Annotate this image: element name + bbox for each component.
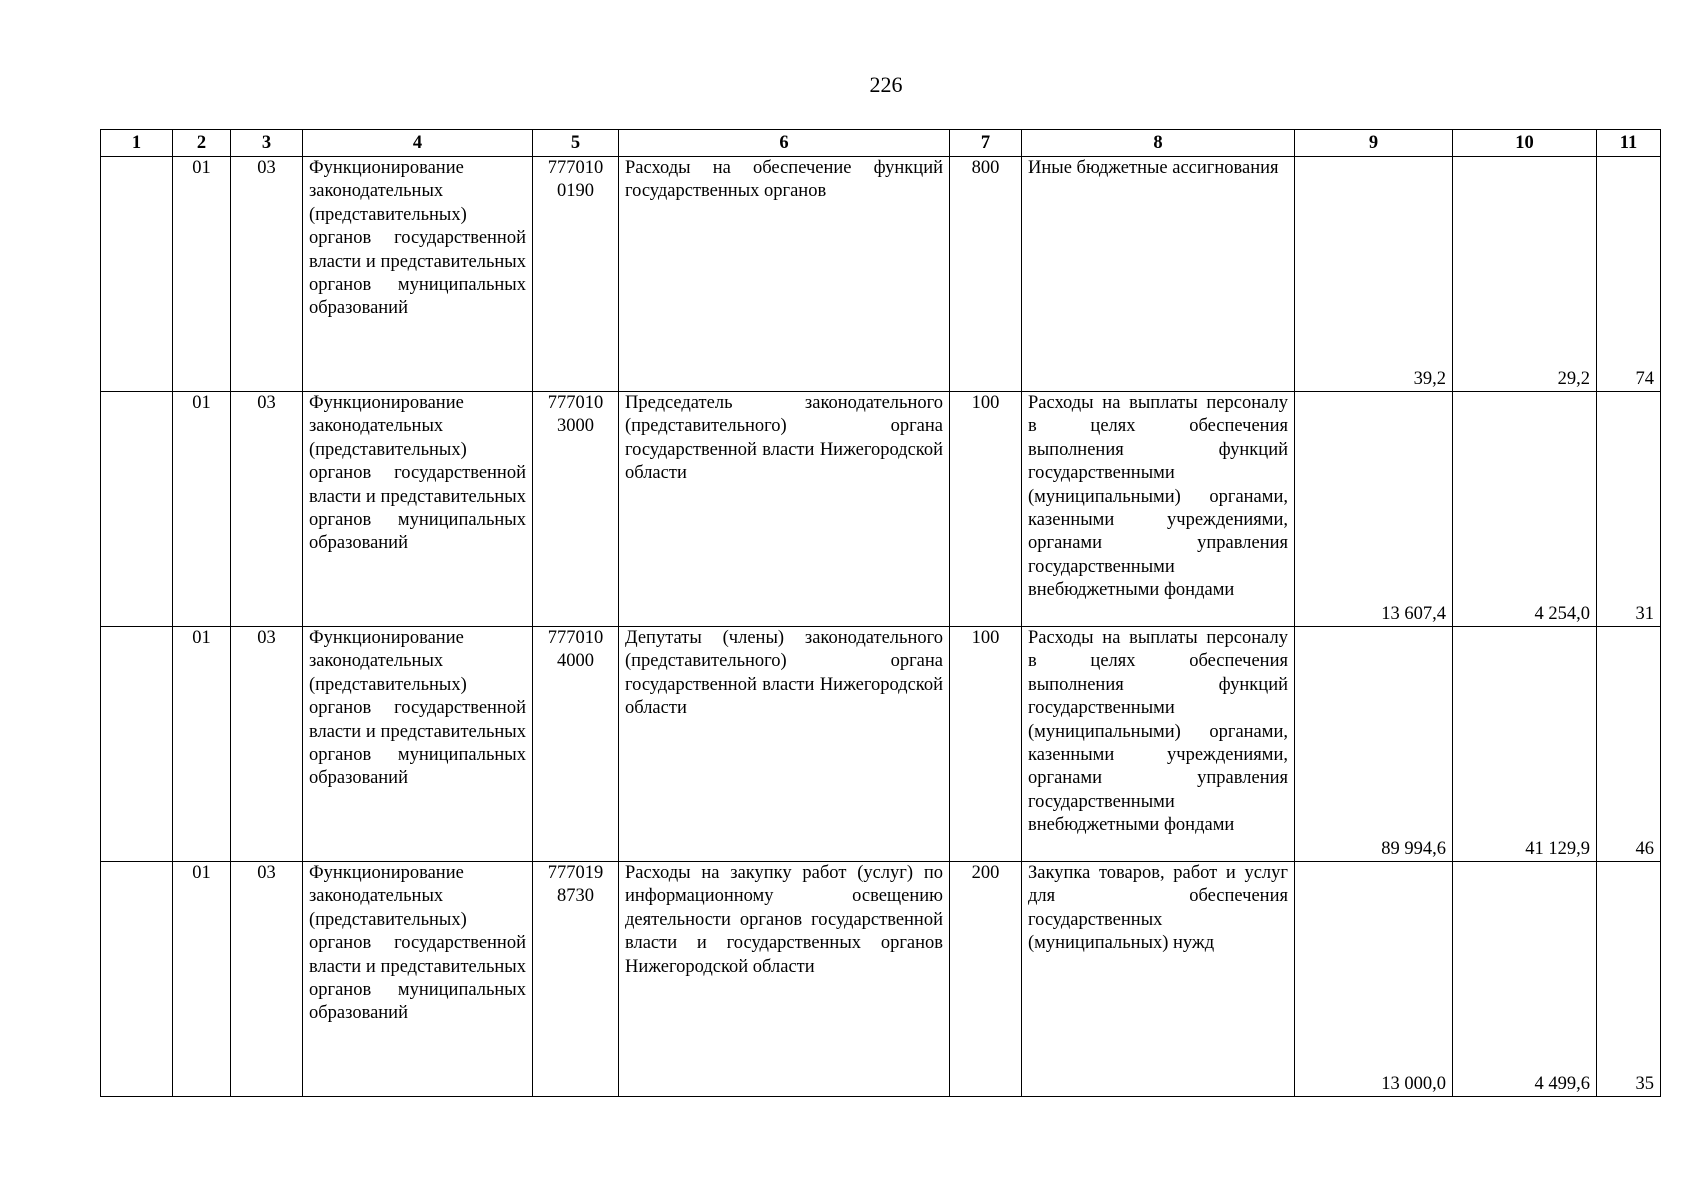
- executed-amount: 4 254,0: [1453, 392, 1597, 627]
- header-cell-7: 7: [950, 130, 1022, 157]
- execution-percent: 31: [1597, 392, 1661, 627]
- expense-type-name: Иные бюджетные ассигнования: [1022, 157, 1295, 392]
- table-header-row: [101, 130, 1661, 157]
- cell-col-1: [101, 627, 173, 862]
- table-row: [101, 627, 1661, 862]
- header-cell-2: 2: [173, 130, 231, 157]
- target-article-code: 777010 4000: [533, 627, 619, 862]
- target-article-code: 777019 8730: [533, 862, 619, 1097]
- executed-amount: 29,2: [1453, 157, 1597, 392]
- planned-amount: 89 994,6: [1295, 627, 1453, 862]
- expense-type-code: 100: [950, 392, 1022, 627]
- target-article-name: Расходы на закупку работ (услуг) по информационному освещению деятельности органов государственной власти и государственных органов Нижегородской области: [619, 862, 950, 1097]
- subsection-name: Функционирование законодательных (представительных) органов государственной власти и представительных органов муниципальных образований: [303, 862, 533, 1097]
- cell-col-1: [101, 157, 173, 392]
- header-cell-8: 8: [1022, 130, 1295, 157]
- expense-type-name: Закупка товаров, работ и услуг для обеспечения государственных (муниципальных) нужд: [1022, 862, 1295, 1097]
- table-row: [101, 392, 1661, 627]
- planned-amount: 13 000,0: [1295, 862, 1453, 1097]
- section-code: 01: [173, 862, 231, 1097]
- target-article-name: Председатель законодательного (представительного) органа государственной власти Нижегородской области: [619, 392, 950, 627]
- execution-percent: 46: [1597, 627, 1661, 862]
- section-code: 01: [173, 392, 231, 627]
- cell-col-1: [101, 392, 173, 627]
- header-cell-5: 5: [533, 130, 619, 157]
- execution-percent: 35: [1597, 862, 1661, 1097]
- subsection-code: 03: [231, 862, 303, 1097]
- header-cell-9: 9: [1295, 130, 1453, 157]
- executed-amount: 41 129,9: [1453, 627, 1597, 862]
- header-cell-4: 4: [303, 130, 533, 157]
- expense-type-code: 100: [950, 627, 1022, 862]
- execution-percent: 74: [1597, 157, 1661, 392]
- header-cell-6: 6: [619, 130, 950, 157]
- header-cell-11: 11: [1597, 130, 1661, 157]
- subsection-code: 03: [231, 392, 303, 627]
- subsection-name: Функционирование законодательных (представительных) органов государственной власти и представительных органов муниципальных образований: [303, 392, 533, 627]
- budget-table: [100, 129, 1661, 1097]
- page-number: 226: [869, 72, 903, 97]
- section-code: 01: [173, 157, 231, 392]
- header-cell-10: 10: [1453, 130, 1597, 157]
- table-row: [101, 862, 1661, 1097]
- header-cell-3: 3: [231, 130, 303, 157]
- subsection-name: Функционирование законодательных (представительных) органов государственной власти и представительных органов муниципальных образований: [303, 157, 533, 392]
- target-article-code: 777010 3000: [533, 392, 619, 627]
- expense-type-code: 200: [950, 862, 1022, 1097]
- expense-type-name: Расходы на выплаты персоналу в целях обеспечения выполнения функций государственными (муниципальными) органами, казенными учреждениями, органами управления государственными внебюджетными фондами: [1022, 627, 1295, 862]
- executed-amount: 4 499,6: [1453, 862, 1597, 1097]
- expense-type-name: Расходы на выплаты персоналу в целях обеспечения выполнения функций государственными (муниципальными) органами, казенными учреждениями, органами управления государственными внебюджетными фондами: [1022, 392, 1295, 627]
- target-article-name: Расходы на обеспечение функций государственных органов: [619, 157, 950, 392]
- planned-amount: 39,2: [1295, 157, 1453, 392]
- subsection-code: 03: [231, 157, 303, 392]
- target-article-code: 777010 0190: [533, 157, 619, 392]
- cell-col-1: [101, 862, 173, 1097]
- planned-amount: 13 607,4: [1295, 392, 1453, 627]
- subsection-name: Функционирование законодательных (представительных) органов государственной власти и представительных органов муниципальных образований: [303, 627, 533, 862]
- target-article-name: Депутаты (члены) законодательного (представительного) органа государственной власти Нижегородской области: [619, 627, 950, 862]
- subsection-code: 03: [231, 627, 303, 862]
- table-row: [101, 157, 1661, 392]
- expense-type-code: 800: [950, 157, 1022, 392]
- header-cell-1: 1: [101, 130, 173, 157]
- section-code: 01: [173, 627, 231, 862]
